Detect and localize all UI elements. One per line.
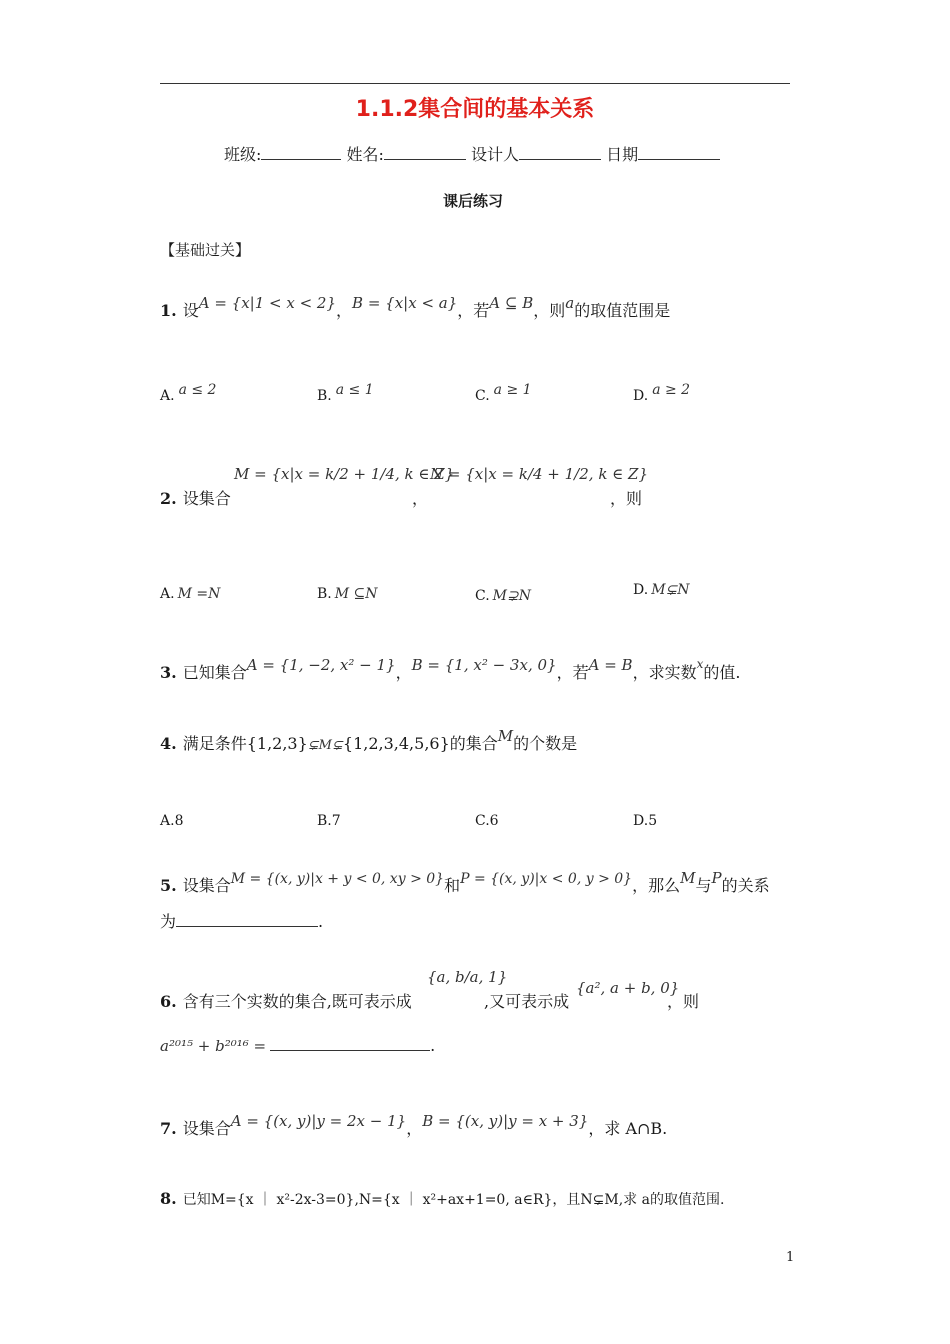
basic-heading: 【基础过关】 bbox=[160, 241, 251, 259]
q2-option-b[interactable] bbox=[317, 586, 378, 602]
q4-prefix: 满足条件{1,2,3} bbox=[182, 734, 308, 753]
q3-prefix: 已知集合 bbox=[182, 663, 247, 682]
q5-line2-suffix: . bbox=[318, 912, 324, 931]
q3-sep: ， bbox=[395, 663, 412, 682]
q8-text: 已知M={x ｜ x²-2x-3=0},N={x ｜ x²+ax+1=0, a∈R}，且N⊊M,求 a的取值范围. bbox=[182, 1192, 725, 1208]
q5-answer-blank[interactable] bbox=[176, 912, 318, 927]
option-label: D. bbox=[633, 582, 649, 598]
question-number: 8. bbox=[160, 1189, 177, 1208]
q2-option-a[interactable] bbox=[160, 586, 220, 602]
question-4 bbox=[160, 727, 578, 754]
question-number: 6. bbox=[160, 992, 177, 1011]
q5-and: 和 bbox=[444, 876, 461, 895]
q6-end: . bbox=[430, 1036, 436, 1055]
designer-label: 设计人 bbox=[471, 145, 520, 164]
q1-mid2: ，则 bbox=[533, 301, 566, 320]
q1-option-d[interactable] bbox=[633, 382, 691, 404]
name-field[interactable] bbox=[384, 145, 466, 160]
q2-set-n: N = {x|x = k/4 + 1/2, k ∈ Z} bbox=[430, 465, 649, 483]
q5-set-p: P = {(x, y)|x < 0, y > 0} bbox=[460, 871, 633, 887]
question-number: 1. bbox=[160, 301, 177, 320]
class-label: 班级: bbox=[224, 145, 262, 164]
option-label: D. bbox=[633, 388, 649, 404]
option-label: C. bbox=[475, 813, 490, 829]
date-label: 日期 bbox=[606, 145, 639, 164]
date-field[interactable] bbox=[638, 145, 720, 160]
q3-var: x bbox=[696, 657, 704, 671]
option-label: C. bbox=[475, 588, 490, 604]
q4-option-a[interactable] bbox=[160, 813, 183, 829]
q7-set-a: A = {(x, y)|y = 2x − 1} bbox=[230, 1112, 407, 1130]
q5-var-m: M bbox=[680, 869, 696, 887]
info-line bbox=[224, 142, 720, 165]
q1-set-a: A = {x|1 < x < 2} bbox=[198, 294, 337, 312]
q7-sep: ， bbox=[406, 1119, 423, 1138]
q6-mid: ,又可表示成 bbox=[484, 992, 570, 1011]
q2-option-d[interactable] bbox=[633, 582, 690, 598]
q2-sep: ， bbox=[412, 489, 429, 508]
q5-prefix: 设集合 bbox=[182, 876, 231, 895]
q1-var: a bbox=[565, 294, 575, 312]
q1-option-c[interactable] bbox=[475, 382, 532, 404]
q7-prefix: 设集合 bbox=[182, 1119, 231, 1138]
q3-set-b: B = {1, x² − 3x, 0} bbox=[411, 656, 557, 674]
q5-mid: ，那么 bbox=[632, 876, 681, 895]
question-number: 2. bbox=[160, 489, 177, 508]
page-number: 1 bbox=[786, 1250, 795, 1265]
q4-mid: {1,2,3,4,5,6}的集合 bbox=[342, 734, 498, 753]
option-label: C. bbox=[475, 388, 490, 404]
class-field[interactable] bbox=[261, 145, 341, 160]
option-label: A. bbox=[160, 388, 175, 404]
q7-set-b: B = {(x, y)|y = x + 3} bbox=[422, 1112, 589, 1130]
option-text: a ≥ 2 bbox=[652, 382, 691, 398]
option-label: B. bbox=[317, 388, 332, 404]
q1-set-b: B = {x|x < a} bbox=[352, 294, 458, 312]
option-text: a ≤ 2 bbox=[178, 382, 217, 398]
question-8 bbox=[160, 1189, 724, 1209]
option-text: 5 bbox=[648, 813, 658, 829]
option-label: D. bbox=[633, 813, 649, 829]
section-title: 课后练习 bbox=[443, 192, 504, 210]
option-text: M ⊆N bbox=[334, 586, 378, 602]
question-number: 5. bbox=[160, 876, 177, 895]
q1-sep: ， bbox=[336, 301, 353, 320]
question-number: 4. bbox=[160, 734, 177, 753]
q5-suffix: 的关系 bbox=[721, 876, 770, 895]
page-title: 1.1.2集合间的基本关系 bbox=[355, 97, 595, 122]
q6-line2 bbox=[160, 1036, 435, 1055]
q3-mid2: ，求实数 bbox=[632, 663, 697, 682]
q4-option-b[interactable] bbox=[317, 813, 341, 829]
option-label: A. bbox=[160, 586, 175, 602]
q3-set-a: A = {1, −2, x² − 1} bbox=[246, 656, 396, 674]
q4-var: M bbox=[497, 727, 514, 745]
q2-prefix: 设集合 bbox=[182, 489, 231, 508]
question-number: 7. bbox=[160, 1119, 177, 1138]
q3-suffix: 的值. bbox=[703, 663, 741, 682]
question-2-prefix bbox=[160, 486, 231, 509]
top-rule bbox=[160, 83, 790, 84]
q6-set1: {a, b/a, 1} bbox=[427, 968, 508, 986]
option-label: B. bbox=[317, 813, 332, 829]
q5-set-m: M = {(x, y)|x + y < 0, xy > 0} bbox=[230, 871, 445, 887]
q6-answer-blank[interactable] bbox=[270, 1036, 430, 1051]
question-1 bbox=[160, 294, 671, 321]
question-number: 3. bbox=[160, 663, 177, 682]
q1-suffix: 的取值范围是 bbox=[574, 301, 671, 320]
option-text: a ≥ 1 bbox=[493, 382, 532, 398]
question-5 bbox=[160, 869, 770, 896]
q3-condition: A = B bbox=[588, 656, 633, 674]
designer-field[interactable] bbox=[519, 145, 601, 160]
option-text: 8 bbox=[174, 813, 184, 829]
q5-with: 与 bbox=[695, 876, 712, 895]
q6-expression: a²⁰¹⁵ + b²⁰¹⁶ = bbox=[160, 1037, 267, 1055]
option-text: a ≤ 1 bbox=[335, 382, 374, 398]
q2-suffix: ，则 bbox=[610, 489, 643, 508]
q1-option-a[interactable] bbox=[160, 382, 217, 404]
q4-relation: ⊊M⊊ bbox=[307, 738, 343, 753]
q4-option-d[interactable] bbox=[633, 813, 657, 829]
question-6 bbox=[160, 989, 412, 1012]
q6-suffix: ，则 bbox=[667, 992, 700, 1011]
q5-var-p: P bbox=[711, 869, 722, 887]
q6-prefix: 含有三个实数的集合,既可表示成 bbox=[182, 992, 412, 1011]
q3-mid: ，若 bbox=[556, 663, 589, 682]
q1-prefix: 设 bbox=[182, 301, 199, 320]
q6-set2: {a², a + b, 0} bbox=[576, 979, 680, 997]
q1-condition: A ⊆ B bbox=[489, 294, 534, 312]
option-text: M⊋N bbox=[492, 588, 531, 604]
q1-mid: ，若 bbox=[457, 301, 490, 320]
q5-line2 bbox=[160, 909, 323, 932]
q4-suffix: 的个数是 bbox=[513, 734, 578, 753]
q5-line2-prefix: 为 bbox=[160, 912, 177, 931]
option-text: M⊊N bbox=[651, 582, 690, 598]
question-7 bbox=[160, 1112, 668, 1139]
option-text: M =N bbox=[177, 586, 221, 602]
name-label: 姓名: bbox=[346, 145, 384, 164]
q1-option-b[interactable] bbox=[317, 382, 374, 404]
question-3 bbox=[160, 656, 741, 683]
option-text: 6 bbox=[489, 813, 499, 829]
q4-option-c[interactable] bbox=[475, 813, 499, 829]
option-label: A. bbox=[160, 813, 175, 829]
option-text: 7 bbox=[331, 813, 341, 829]
q2-option-c[interactable] bbox=[475, 588, 531, 604]
q2-set-m: M = {x|x = k/2 + 1/4, k ∈ Z} bbox=[234, 465, 455, 483]
q7-suffix: ，求 A∩B. bbox=[588, 1119, 668, 1138]
option-label: B. bbox=[317, 586, 332, 602]
